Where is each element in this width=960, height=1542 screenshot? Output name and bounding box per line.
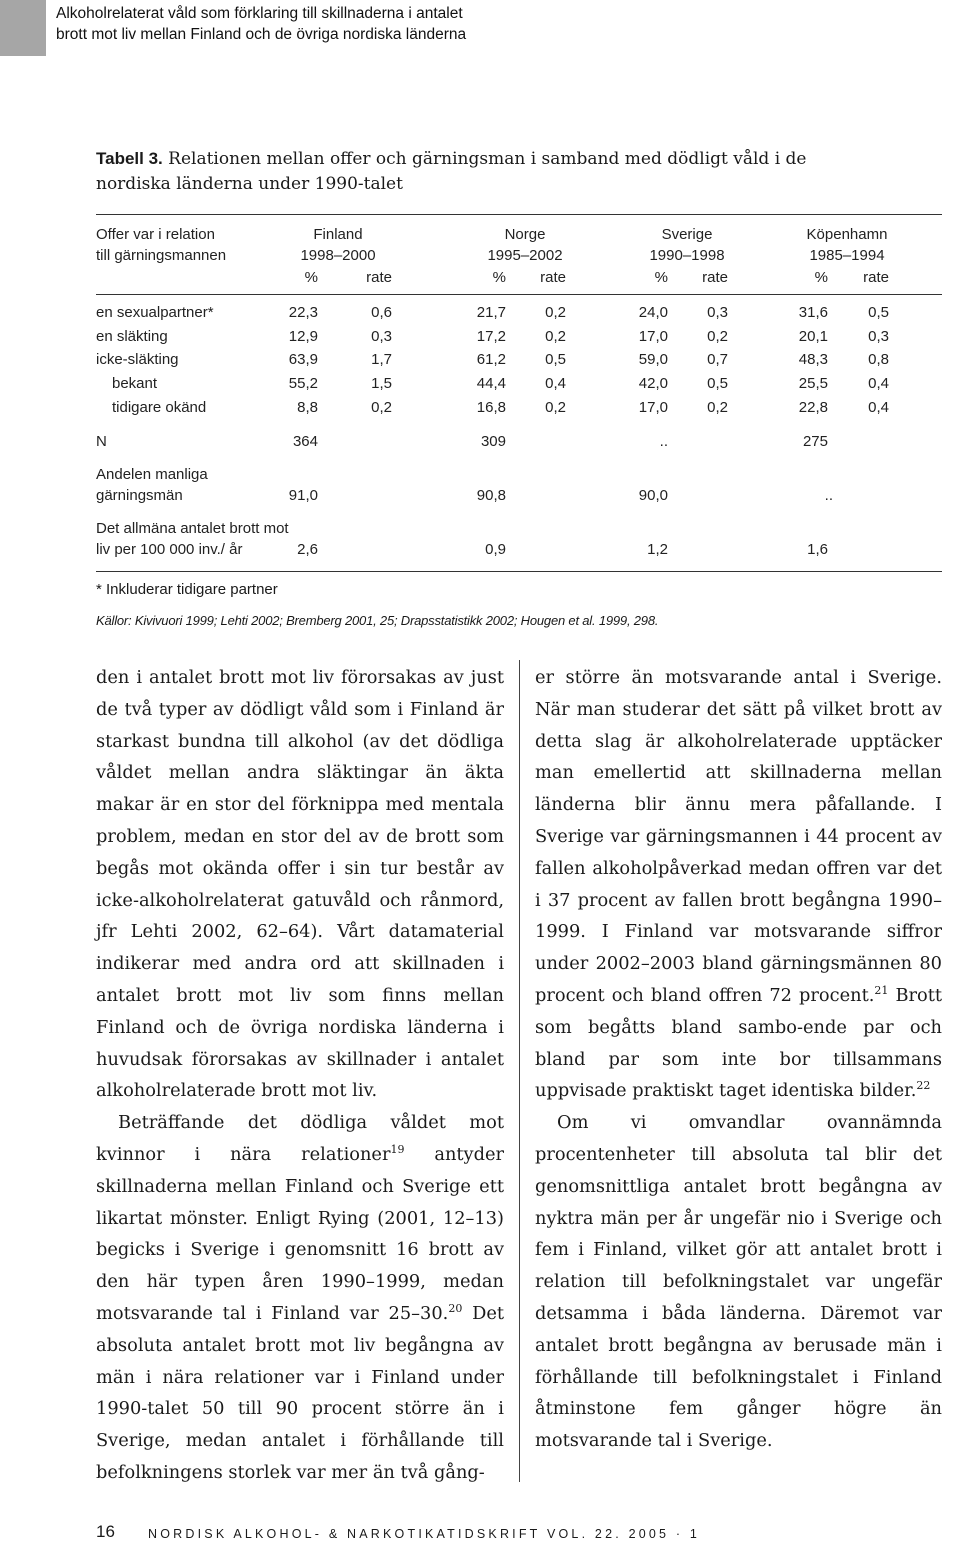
pct-cell: 22,3 xyxy=(288,304,318,321)
n-cell: 364 xyxy=(292,433,318,450)
pct-header: % xyxy=(492,269,506,286)
rate-cell: 0,4 xyxy=(868,399,889,416)
rate-cell: 0,7 xyxy=(707,351,728,368)
period-header: 1985–1994 xyxy=(809,247,885,264)
footnote-ref: 22 xyxy=(916,1079,931,1093)
pct-header: % xyxy=(304,269,318,286)
total-rate-cell: 1,6 xyxy=(807,541,828,558)
table-caption-line: Relationen mellan offer och gärningsman i samband med dödligt våld i de xyxy=(168,149,807,169)
row-label: Det allmäna antalet brott mot xyxy=(96,520,289,537)
rate-cell: 0,3 xyxy=(868,328,889,345)
rate-cell: 0,3 xyxy=(707,304,728,321)
rate-cell: 0,2 xyxy=(371,399,392,416)
table-bottom-rule xyxy=(96,571,942,572)
row-label: liv per 100 000 inv./ år xyxy=(96,541,243,558)
row-label: gärningsmän xyxy=(96,487,183,504)
total-rate-cell: 0,9 xyxy=(485,541,506,558)
pct-cell: 63,9 xyxy=(288,351,318,368)
body-paragraph: den i antalet brott mot liv förorsakas av just de två typer av dödligt våld som i Finland är starkast bundna till alkohol (av det dödliga våldet mellan andra släktingar än äkta makar är en stor del förknippa med mentala problem, medan en stor del av de brott som begås mot okända offer i sin tur består av icke-alkoholrelaterat gatuvåld och rånmord, jfr Lehti 2002, 62–64). Vårt datamaterial indikerar med andra ord att skillnaden i antalet brott mot liv som finns mellan Finland och de övriga nordiska länderna i huvudsak förorsakas av skillnader i antalet alkoholrelaterade brott mot liv. xyxy=(96,667,504,1102)
header-grey-block xyxy=(0,0,46,56)
period-header: 1990–1998 xyxy=(649,247,725,264)
row-label: en släkting xyxy=(96,328,168,345)
total-rate-cell: 1,2 xyxy=(647,541,668,558)
row-header-label: Offer var i relation xyxy=(96,226,215,243)
pct-cell: 24,0 xyxy=(638,304,668,321)
rate-cell: 0,5 xyxy=(868,304,889,321)
pct-cell: 21,7 xyxy=(476,304,506,321)
pct-cell: 16,8 xyxy=(476,399,506,416)
journal-name: NORDISK ALKOHOL- & NARKOTIKATIDSKRIFT VOL. 22. 2005 · 1 xyxy=(148,1527,701,1541)
body-column-left xyxy=(96,662,504,1489)
rate-cell: 1,5 xyxy=(371,375,392,392)
pct-cell: 8,8 xyxy=(297,399,318,416)
rate-header: rate xyxy=(702,269,728,286)
pct-cell: 31,6 xyxy=(798,304,828,321)
pct-cell: 48,3 xyxy=(798,351,828,368)
rate-cell: 0,8 xyxy=(868,351,889,368)
pct-cell: 61,2 xyxy=(476,351,506,368)
footnote-ref: 21 xyxy=(874,984,889,998)
period-header: 1995–2002 xyxy=(487,247,563,264)
table-header-rule xyxy=(96,294,942,295)
table-top-rule xyxy=(96,214,942,215)
n-cell: 309 xyxy=(480,433,506,450)
rate-cell: 0,3 xyxy=(371,328,392,345)
rate-cell: 0,5 xyxy=(545,351,566,368)
footnote-ref: 20 xyxy=(448,1302,463,1316)
row-label: N xyxy=(96,433,107,450)
rate-cell: 0,4 xyxy=(545,375,566,392)
rate-header: rate xyxy=(540,269,566,286)
male-share-cell: 91,0 xyxy=(288,487,318,504)
rate-cell: 0,2 xyxy=(545,399,566,416)
rate-header: rate xyxy=(863,269,889,286)
table-sources: Källor: Kivivuori 1999; Lehti 2002; Bremberg 2001, 25; Drapsstatistikk 2002; Hougen et al. 1999, 298. xyxy=(96,613,659,628)
running-head-line: brott mot liv mellan Finland och de övriga nordiska länderna xyxy=(56,26,467,43)
pct-cell: 42,0 xyxy=(638,375,668,392)
pct-cell: 17,0 xyxy=(638,399,668,416)
rate-cell: 0,2 xyxy=(707,399,728,416)
pct-cell: 20,1 xyxy=(798,328,828,345)
row-label: tidigare okänd xyxy=(112,399,207,416)
male-share-cell: .. xyxy=(824,487,833,504)
row-header-label: till gärningsmannen xyxy=(96,247,227,264)
country-header: Finland xyxy=(313,226,363,243)
country-header: Sverige xyxy=(661,226,713,243)
table-caption-line: nordiska länderna under 1990-talet xyxy=(96,174,403,194)
pct-cell: 44,4 xyxy=(476,375,506,392)
pct-cell: 22,8 xyxy=(798,399,828,416)
pct-cell: 12,9 xyxy=(288,328,318,345)
country-header: Köpenhamn xyxy=(806,226,888,243)
rate-cell: 0,5 xyxy=(707,375,728,392)
rate-header: rate xyxy=(366,269,392,286)
pct-cell: 25,5 xyxy=(798,375,828,392)
running-head-line: Alkoholrelaterat våld som förklaring till skillnaderna i antalet xyxy=(56,5,463,22)
page-number: 16 xyxy=(96,1522,115,1541)
male-share-cell: 90,0 xyxy=(638,487,668,504)
pct-cell: 17,0 xyxy=(638,328,668,345)
pct-cell: 55,2 xyxy=(288,375,318,392)
running-head xyxy=(56,3,466,45)
rate-cell: 1,7 xyxy=(371,351,392,368)
period-header: 1998–2000 xyxy=(300,247,376,264)
pct-cell: 17,2 xyxy=(476,328,506,345)
body-column-right xyxy=(535,662,942,1457)
body-paragraph: er större än motsvarande antal i Sverige. När man studerar det sätt på vilket brott av detta slag är alkoholrelaterade upptäcker man emellertid att skillnaderna mellan länderna blir ännu mera påfallande. I Sverige var gärningsmannen i 44 procent av fallen alkoholpåverkad medan offren var det i 37 procent av fallen brott begångna 1990–1999. I Finland var motsvarande siffror under 2002–2003 bland gärningsmännen 80 procent och bland offren 72 procent.$^{21}$ Brott som begåtts bland sambo-ende par och bland par som inte bor tillsammans uppvisade praktiskt taget identiska bilder.$^{22}$ xyxy=(535,667,943,1102)
table-caption xyxy=(96,146,896,197)
country-header: Norge xyxy=(504,226,546,243)
rate-cell: 0,2 xyxy=(545,304,566,321)
body-paragraph: Om vi omvandlar ovannämnda procentenheter till absoluta tal blir det genomsnittliga antalet brott begångna av nyktra män per år ungefär nio i Sverige och fem i Finland, vilket gör att antalet brott i relation till befolkningstalet var ungefär detsamma i båda länderna. Däremot var antalet brott begångna av berusade män i förhållande till befolkningstalet i Finland åtminstone fem gånger högre än motsvarande tal i Sverige. xyxy=(535,1112,942,1452)
pct-header: % xyxy=(654,269,668,286)
row-label: icke-släkting xyxy=(96,351,179,368)
rate-cell: 0,2 xyxy=(545,328,566,345)
row-label: bekant xyxy=(112,375,158,392)
table-label: Tabell 3. xyxy=(96,149,163,168)
n-cell: 275 xyxy=(802,433,828,450)
rate-cell: 0,2 xyxy=(707,328,728,345)
row-label: Andelen manliga xyxy=(96,466,208,483)
pct-header: % xyxy=(814,269,828,286)
pct-cell: 59,0 xyxy=(638,351,668,368)
body-paragraph: Beträffande det dödliga våldet mot kvinnor i nära relationer$^{19}$ antyder skillnaderna mellan Finland och Sverige ett likartat mönster. Enligt Rying (2001, 12–13) begicks i Sverige i genomsnitt 16 brott av den här typen åren 1990–1999, medan motsvarande tal i Finland var 25–30.20 Det absoluta antalet brott mot liv begångna av män i nära relationer var i Finland under 1990-talet 50 till 90 procent större än i Sverige, medan antalet i förhållande till befolkningens storlek var mer än två gång- xyxy=(96,1112,504,1483)
rate-cell: 0,4 xyxy=(868,375,889,392)
male-share-cell: 90,8 xyxy=(476,487,506,504)
row-label: en sexualpartner* xyxy=(96,304,214,321)
table-footnote: * Inkluderar tidigare partner xyxy=(96,581,278,598)
rate-cell: 0,6 xyxy=(371,304,392,321)
column-divider xyxy=(519,660,520,1482)
n-cell: .. xyxy=(659,433,668,450)
footnote-ref: 19 xyxy=(390,1143,405,1157)
total-rate-cell: 2,6 xyxy=(297,541,318,558)
